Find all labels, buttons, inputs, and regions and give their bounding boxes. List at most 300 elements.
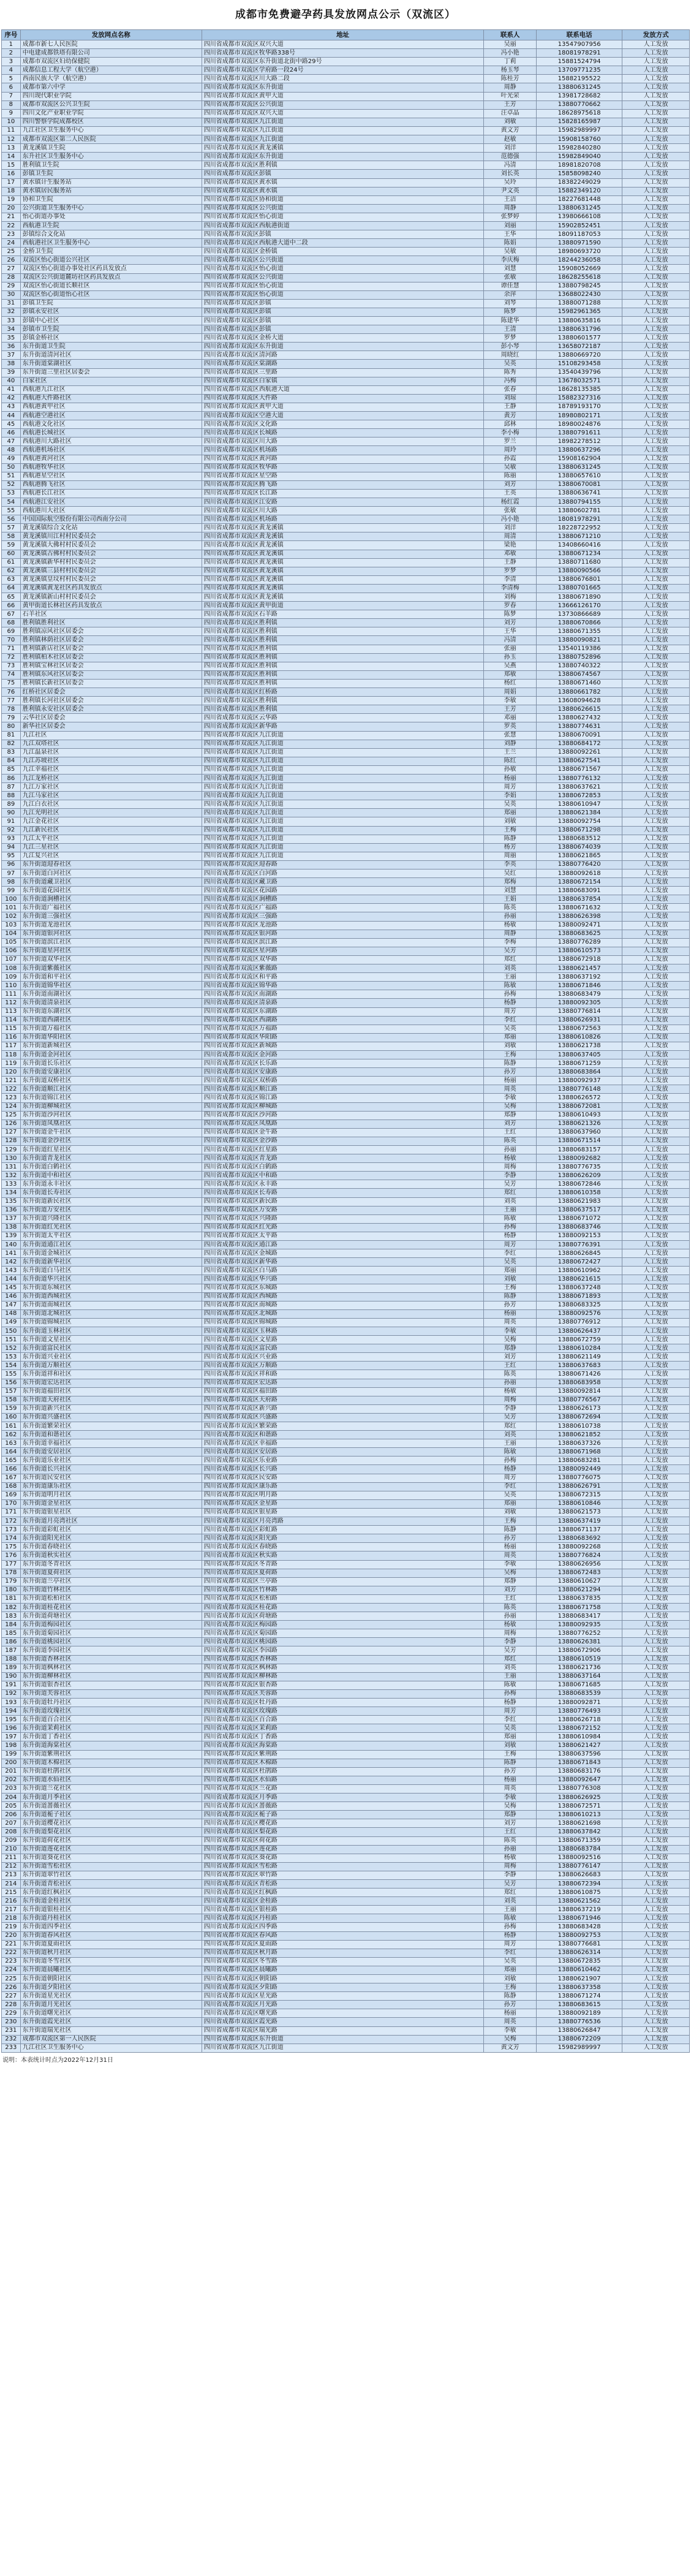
table-row bbox=[2, 1577, 690, 1586]
point-address: 四川省成都市双流区清泉路 bbox=[202, 999, 484, 1007]
contact-phone: 13880621326 bbox=[536, 1119, 622, 1128]
contact-person: 孙丽 bbox=[484, 1845, 537, 1854]
point-name: 四川文化产业职业学院 bbox=[20, 109, 202, 118]
distribution-method: 人工发放 bbox=[622, 1621, 690, 1629]
contact-person: 李红 bbox=[484, 1949, 537, 1957]
point-address: 四川省成都市双流区九江街道 bbox=[202, 740, 484, 748]
distribution-method: 人工发放 bbox=[622, 273, 690, 282]
table-row bbox=[2, 1119, 690, 1128]
table-row bbox=[2, 308, 690, 316]
row-number: 225 bbox=[2, 1975, 21, 1983]
header-contact: 联系人 bbox=[484, 30, 537, 40]
point-name: 东升街道广福社区 bbox=[20, 904, 202, 912]
contact-phone: 13880621738 bbox=[536, 1042, 622, 1050]
point-name: 东升街道晨曦社区 bbox=[20, 1966, 202, 1974]
row-number: 22 bbox=[2, 221, 21, 230]
contact-phone: 13880776912 bbox=[536, 1318, 622, 1327]
point-address: 四川省成都市双流区九江街道 bbox=[202, 783, 484, 792]
row-number: 116 bbox=[2, 1033, 21, 1042]
row-number: 37 bbox=[2, 351, 21, 360]
distribution-method: 人工发放 bbox=[622, 1879, 690, 1888]
point-address: 四川省成都市双流区夏雨路 bbox=[202, 1940, 484, 1949]
table-row bbox=[2, 1059, 690, 1068]
table-row bbox=[2, 895, 690, 904]
distribution-method: 人工发放 bbox=[622, 1362, 690, 1370]
table-row bbox=[2, 213, 690, 221]
point-address: 四川省成都市双流区新华路 bbox=[202, 1258, 484, 1267]
point-name: 东升街道杏林社区 bbox=[20, 1655, 202, 1664]
table-row bbox=[2, 1370, 690, 1379]
contact-person: 李庆梅 bbox=[484, 256, 537, 265]
point-name: 东升街道星河社区 bbox=[20, 947, 202, 955]
distribution-method: 人工发放 bbox=[622, 1284, 690, 1292]
row-number: 120 bbox=[2, 1068, 21, 1077]
point-address: 四川省成都市双流区海棠路 bbox=[202, 1741, 484, 1750]
table-row bbox=[2, 438, 690, 446]
row-number: 151 bbox=[2, 1336, 21, 1344]
table-row bbox=[2, 1621, 690, 1629]
contact-person: 尹文英 bbox=[484, 187, 537, 195]
contact-person: 陈英 bbox=[484, 1603, 537, 1612]
contact-person: 王丽 bbox=[484, 1906, 537, 1914]
row-number: 131 bbox=[2, 1163, 21, 1172]
distribution-method: 人工发放 bbox=[622, 1499, 690, 1508]
point-name: 东升街道通江社区 bbox=[20, 1241, 202, 1249]
distribution-method: 人工发放 bbox=[622, 351, 690, 360]
row-number: 104 bbox=[2, 930, 21, 938]
table-row bbox=[2, 705, 690, 714]
point-address: 四川省成都市双流区万安路 bbox=[202, 1206, 484, 1214]
contact-phone: 13880626209 bbox=[536, 1172, 622, 1180]
table-row bbox=[2, 1214, 690, 1223]
point-address: 四川省成都市双流区胜利镇 bbox=[202, 653, 484, 662]
contact-phone: 13880610875 bbox=[536, 1888, 622, 1897]
contact-phone: 13880637296 bbox=[536, 446, 622, 455]
contact-person: 王梅 bbox=[484, 826, 537, 835]
contact-person: 郑红 bbox=[484, 1422, 537, 1431]
point-name: 九江马家社区 bbox=[20, 792, 202, 800]
point-name: 九江光明社区 bbox=[20, 809, 202, 817]
point-address: 四川省成都市双流区胜利镇 bbox=[202, 161, 484, 170]
distribution-method: 人工发放 bbox=[622, 1940, 690, 1949]
point-address: 四川省成都市双流区星河路 bbox=[202, 947, 484, 955]
point-address: 四川省成都市双流区红枫路 bbox=[202, 1888, 484, 1897]
point-address: 四川省成都市双流区胜利镇 bbox=[202, 662, 484, 670]
row-number: 197 bbox=[2, 1733, 21, 1741]
table-row bbox=[2, 869, 690, 878]
row-number: 183 bbox=[2, 1612, 21, 1621]
contact-phone: 13880672394 bbox=[536, 1879, 622, 1888]
point-address: 四川省成都市双流区夏荷路 bbox=[202, 1569, 484, 1577]
contact-phone: 13608094628 bbox=[536, 697, 622, 705]
distribution-method: 人工发放 bbox=[622, 1344, 690, 1353]
contact-phone: 13880683864 bbox=[536, 1068, 622, 1077]
row-number: 201 bbox=[2, 1767, 21, 1776]
point-address: 四川省成都市双流区春晓路 bbox=[202, 1543, 484, 1551]
contact-person: 李敏 bbox=[484, 1094, 537, 1102]
distribution-method: 人工发放 bbox=[622, 1275, 690, 1284]
distribution-method: 人工发放 bbox=[622, 455, 690, 463]
distribution-method: 人工发放 bbox=[622, 1474, 690, 1482]
contact-person: 陈英 bbox=[484, 1137, 537, 1145]
table-row bbox=[2, 532, 690, 541]
distribution-method: 人工发放 bbox=[622, 740, 690, 748]
table-row bbox=[2, 282, 690, 290]
distribution-method: 人工发放 bbox=[622, 1836, 690, 1845]
point-name: 东升街道霞光社区 bbox=[20, 2018, 202, 2026]
point-address: 四川省成都市双流区长乐路 bbox=[202, 1059, 484, 1068]
table-row bbox=[2, 757, 690, 765]
table-row bbox=[2, 472, 690, 480]
contact-person: 刘洋 bbox=[484, 144, 537, 153]
row-number: 112 bbox=[2, 999, 21, 1007]
contact-phone: 13880752896 bbox=[536, 653, 622, 662]
point-name: 西航港大件路社区 bbox=[20, 394, 202, 403]
contact-phone: 13880631245 bbox=[536, 204, 622, 213]
row-number: 105 bbox=[2, 938, 21, 947]
distribution-method: 人工发放 bbox=[622, 1862, 690, 1871]
point-name: 东升街道金沙社区 bbox=[20, 1137, 202, 1145]
table-row bbox=[2, 1940, 690, 1949]
distribution-method: 人工发放 bbox=[622, 1457, 690, 1465]
row-number: 110 bbox=[2, 982, 21, 990]
contact-phone: 13880071288 bbox=[536, 299, 622, 308]
point-address: 四川省成都市双流区长城路 bbox=[202, 429, 484, 438]
point-name: 东升街道百合社区 bbox=[20, 1716, 202, 1724]
point-name: 双流区怡心街道怡心社区 bbox=[20, 290, 202, 299]
point-address: 四川省成都市双流区丹桂路 bbox=[202, 1914, 484, 1923]
table-row bbox=[2, 1966, 690, 1974]
distribution-method: 人工发放 bbox=[622, 100, 690, 109]
point-address: 四川省成都市双流区九江街道 bbox=[202, 835, 484, 843]
point-name: 东升街道顺江社区 bbox=[20, 1085, 202, 1094]
contact-phone: 13880683428 bbox=[536, 1923, 622, 1931]
point-address: 四川省成都市双流区金沙路 bbox=[202, 1137, 484, 1145]
point-address: 四川省成都市双流区枫林路 bbox=[202, 1664, 484, 1672]
table-row bbox=[2, 317, 690, 325]
contact-person: 吴英 bbox=[484, 1025, 537, 1033]
contact-phone: 13880092576 bbox=[536, 1309, 622, 1318]
point-name: 中国国际航空股份有限公司西南分公司 bbox=[20, 515, 202, 524]
distribution-method: 人工发放 bbox=[622, 1189, 690, 1197]
point-address: 四川省成都市双流区东升街道 bbox=[202, 153, 484, 161]
point-address: 四川省成都市双流区公兴街道 bbox=[202, 256, 484, 265]
contact-person: 刘芳 bbox=[484, 480, 537, 489]
table-row bbox=[2, 1517, 690, 1526]
contact-person: 陈秀 bbox=[484, 368, 537, 377]
contact-person: 周清 bbox=[484, 532, 537, 541]
table-row bbox=[2, 1594, 690, 1603]
distribution-method: 人工发放 bbox=[622, 1888, 690, 1897]
contact-person: 郑丽 bbox=[484, 809, 537, 817]
point-address: 四川省成都市双流区华阳路 bbox=[202, 1033, 484, 1042]
contact-phone: 13880621698 bbox=[536, 1819, 622, 1828]
row-number: 207 bbox=[2, 1819, 21, 1828]
point-name: 东升街道荷塘社区 bbox=[20, 1612, 202, 1621]
point-address: 四川省成都市双流区红桥路 bbox=[202, 688, 484, 697]
distribution-method: 人工发放 bbox=[622, 904, 690, 912]
contact-person: 李英 bbox=[484, 860, 537, 869]
distribution-method: 人工发放 bbox=[622, 489, 690, 498]
row-number: 169 bbox=[2, 1491, 21, 1499]
table-row bbox=[2, 420, 690, 429]
point-name: 东升街道锦城社区 bbox=[20, 1318, 202, 1327]
contact-person: 刘芳 bbox=[484, 619, 537, 627]
point-address: 四川省成都市双流区新城路 bbox=[202, 1042, 484, 1050]
point-address: 四川省成都市双流区白河路 bbox=[202, 869, 484, 878]
contact-phone: 13880671632 bbox=[536, 904, 622, 912]
contact-phone: 13709771235 bbox=[536, 66, 622, 75]
contact-person: 周芳 bbox=[484, 1474, 537, 1482]
contact-phone: 13880683512 bbox=[536, 835, 622, 843]
contact-person: 刘丽 bbox=[484, 221, 537, 230]
distribution-method: 人工发放 bbox=[622, 1914, 690, 1923]
row-number: 222 bbox=[2, 1949, 21, 1957]
contact-person: 陈娟 bbox=[484, 239, 537, 248]
contact-phone: 13880092753 bbox=[536, 1931, 622, 1940]
table-row bbox=[2, 1275, 690, 1284]
contact-person: 郑静 bbox=[484, 1344, 537, 1353]
distribution-method: 人工发放 bbox=[622, 360, 690, 368]
point-name: 九江幸福社区 bbox=[20, 765, 202, 774]
row-number: 48 bbox=[2, 446, 21, 455]
row-number: 165 bbox=[2, 1457, 21, 1465]
distribution-method: 人工发放 bbox=[622, 472, 690, 480]
point-address: 四川省成都市双流区黄水镇 bbox=[202, 178, 484, 187]
row-number: 130 bbox=[2, 1154, 21, 1163]
distribution-method: 人工发放 bbox=[622, 938, 690, 947]
row-number: 7 bbox=[2, 92, 21, 100]
contact-person: 李敏 bbox=[484, 1560, 537, 1569]
table-row bbox=[2, 334, 690, 343]
table-row bbox=[2, 1906, 690, 1914]
contact-phone: 13880671298 bbox=[536, 826, 622, 835]
point-name: 东升社区卫生服务中心 bbox=[20, 153, 202, 161]
row-number: 119 bbox=[2, 1059, 21, 1068]
table-row bbox=[2, 774, 690, 782]
row-number: 155 bbox=[2, 1370, 21, 1379]
distribution-method: 人工发放 bbox=[622, 731, 690, 740]
contact-person: 刘芳 bbox=[484, 1819, 537, 1828]
contact-phone: 18789193170 bbox=[536, 403, 622, 411]
row-number: 63 bbox=[2, 575, 21, 584]
row-number: 124 bbox=[2, 1102, 21, 1111]
point-address: 四川省成都市双流区松柏路 bbox=[202, 1594, 484, 1603]
contact-person: 陈英 bbox=[484, 1836, 537, 1845]
distribution-method: 人工发放 bbox=[622, 420, 690, 429]
row-number: 233 bbox=[2, 2044, 21, 2052]
contact-phone: 13880672427 bbox=[536, 1258, 622, 1267]
table-row bbox=[2, 1499, 690, 1508]
contact-phone: 18091187053 bbox=[536, 230, 622, 239]
point-address: 四川省成都市双流区黄龙溪镇 bbox=[202, 558, 484, 567]
table-row bbox=[2, 679, 690, 688]
contact-phone: 13880672694 bbox=[536, 1413, 622, 1422]
row-number: 35 bbox=[2, 334, 21, 343]
point-address: 四川省成都市双流区双华路 bbox=[202, 955, 484, 964]
row-number: 152 bbox=[2, 1344, 21, 1353]
distribution-method: 人工发放 bbox=[622, 705, 690, 714]
distribution-method: 人工发放 bbox=[622, 1249, 690, 1258]
row-number: 128 bbox=[2, 1137, 21, 1145]
contact-phone: 13547907956 bbox=[536, 40, 622, 49]
contact-person: 孙玉 bbox=[484, 653, 537, 662]
distribution-method: 人工发放 bbox=[622, 1267, 690, 1275]
row-number: 92 bbox=[2, 826, 21, 835]
row-number: 113 bbox=[2, 1007, 21, 1016]
row-number: 138 bbox=[2, 1223, 21, 1232]
point-name: 黄甲街道长林社区药具发放点 bbox=[20, 602, 202, 610]
table-row bbox=[2, 567, 690, 575]
contact-person: 李红 bbox=[484, 1249, 537, 1258]
point-address: 四川省成都市双流区梨花路 bbox=[202, 1828, 484, 1836]
distribution-method: 人工发放 bbox=[622, 1172, 690, 1180]
point-address: 四川省成都市双流区东升街道 bbox=[202, 83, 484, 92]
contact-person: 刘梅 bbox=[484, 593, 537, 602]
point-address: 四川省成都市双流区西湖路 bbox=[202, 1016, 484, 1025]
row-number: 148 bbox=[2, 1309, 21, 1318]
distribution-method: 人工发放 bbox=[622, 1629, 690, 1638]
distribution-method: 人工发放 bbox=[622, 412, 690, 420]
distribution-method: 人工发放 bbox=[622, 1111, 690, 1119]
point-name: 九江太平社区 bbox=[20, 835, 202, 843]
point-address: 四川省成都市双流区西航港街道 bbox=[202, 221, 484, 230]
contact-person: 吴英 bbox=[484, 1724, 537, 1733]
distribution-method: 人工发放 bbox=[622, 343, 690, 351]
contact-person: 陈桂芳 bbox=[484, 75, 537, 83]
point-name: 东升街道星光社区 bbox=[20, 1992, 202, 2001]
contact-phone: 13880671072 bbox=[536, 1214, 622, 1223]
table-row bbox=[2, 930, 690, 938]
point-name: 东升街道太平社区 bbox=[20, 1232, 202, 1240]
contact-phone: 13880672209 bbox=[536, 2035, 622, 2044]
contact-person: 杨红 bbox=[484, 679, 537, 688]
row-number: 100 bbox=[2, 895, 21, 904]
point-name: 胜利镇新店社区居委会 bbox=[20, 645, 202, 653]
point-name: 东升街道桃园社区 bbox=[20, 1638, 202, 1646]
table-row bbox=[2, 1750, 690, 1759]
row-number: 188 bbox=[2, 1655, 21, 1664]
row-number: 86 bbox=[2, 774, 21, 782]
point-name: 黄龙溪镇黄龙社区药具发放点 bbox=[20, 584, 202, 593]
row-number: 45 bbox=[2, 420, 21, 429]
row-number: 71 bbox=[2, 645, 21, 653]
contact-phone: 13880776148 bbox=[536, 1085, 622, 1094]
distribution-method: 人工发放 bbox=[622, 463, 690, 472]
row-number: 69 bbox=[2, 627, 21, 636]
contact-person: 丁莉 bbox=[484, 58, 537, 66]
point-name: 东升街道金星社区 bbox=[20, 1499, 202, 1508]
contact-phone: 13880626683 bbox=[536, 1871, 622, 1879]
row-number: 139 bbox=[2, 1232, 21, 1240]
distribution-method: 人工发放 bbox=[622, 982, 690, 990]
table-row bbox=[2, 58, 690, 66]
distribution-method: 人工发放 bbox=[622, 1897, 690, 1906]
distribution-method: 人工发放 bbox=[622, 213, 690, 221]
contact-person: 李敏 bbox=[484, 697, 537, 705]
row-number: 184 bbox=[2, 1621, 21, 1629]
table-row bbox=[2, 973, 690, 982]
distribution-method: 人工发放 bbox=[622, 1508, 690, 1517]
point-name: 东升街道牡丹社区 bbox=[20, 1699, 202, 1707]
point-address: 四川省成都市双流区彭镇 bbox=[202, 317, 484, 325]
row-number: 41 bbox=[2, 385, 21, 394]
row-number: 65 bbox=[2, 593, 21, 602]
contact-person: 周娟 bbox=[484, 688, 537, 697]
point-address: 四川省成都市双流区西城路 bbox=[202, 1292, 484, 1301]
table-row bbox=[2, 1404, 690, 1413]
point-name: 彭镇卫生院 bbox=[20, 299, 202, 308]
row-number: 66 bbox=[2, 602, 21, 610]
table-row bbox=[2, 360, 690, 368]
header-method: 发放方式 bbox=[622, 30, 690, 40]
point-name: 东升街道金河社区 bbox=[20, 1050, 202, 1059]
distribution-method: 人工发放 bbox=[622, 1077, 690, 1085]
row-number: 228 bbox=[2, 2001, 21, 2009]
contact-phone: 13880626925 bbox=[536, 1794, 622, 1802]
point-name: 东升街道杜鹃社区 bbox=[20, 1767, 202, 1776]
contact-phone: 13880671259 bbox=[536, 1059, 622, 1068]
contact-person: 孙丽 bbox=[484, 1146, 537, 1154]
contact-phone: 13880092682 bbox=[536, 1154, 622, 1163]
distribution-method: 人工发放 bbox=[622, 1258, 690, 1267]
row-number: 137 bbox=[2, 1214, 21, 1223]
row-number: 19 bbox=[2, 195, 21, 204]
point-address: 四川省成都市双流区青松路 bbox=[202, 1879, 484, 1888]
distribution-method: 人工发放 bbox=[622, 1603, 690, 1612]
contact-person: 郑红 bbox=[484, 1655, 537, 1664]
contact-person: 刘洋 bbox=[484, 524, 537, 532]
point-address: 四川省成都市双流区春风路 bbox=[202, 1931, 484, 1940]
table-row bbox=[2, 1102, 690, 1111]
contact-person: 王梅 bbox=[484, 1517, 537, 1526]
table-row bbox=[2, 610, 690, 619]
point-name: 西航港牧华社区 bbox=[20, 463, 202, 472]
table-row bbox=[2, 343, 690, 351]
distribution-method: 人工发放 bbox=[622, 1750, 690, 1759]
point-name: 九江社区卫生服务中心 bbox=[20, 126, 202, 135]
contact-phone: 13880683281 bbox=[536, 1457, 622, 1465]
point-name: 九江苏坡社区 bbox=[20, 757, 202, 765]
table-row bbox=[2, 1655, 690, 1664]
point-address: 四川省成都市双流区龙池路 bbox=[202, 921, 484, 930]
contact-person: 王丽 bbox=[484, 973, 537, 982]
point-name: 东升街道紫荆社区 bbox=[20, 1750, 202, 1759]
point-name: 九江金花社区 bbox=[20, 817, 202, 826]
contact-person: 吴红 bbox=[484, 869, 537, 878]
point-name: 东升街道繁荣社区 bbox=[20, 1422, 202, 1431]
contact-phone: 13880626398 bbox=[536, 912, 622, 921]
distribution-method: 人工发放 bbox=[622, 1102, 690, 1111]
table-row bbox=[2, 446, 690, 455]
distribution-method: 人工发放 bbox=[622, 75, 690, 83]
table-row bbox=[2, 800, 690, 809]
point-name: 九江白衣社区 bbox=[20, 800, 202, 809]
row-number: 57 bbox=[2, 524, 21, 532]
contact-person: 周丽 bbox=[484, 852, 537, 860]
point-name: 九江万家社区 bbox=[20, 783, 202, 792]
row-number: 25 bbox=[2, 248, 21, 256]
point-name: 东升街道兴业社区 bbox=[20, 1353, 202, 1362]
contact-phone: 15881524794 bbox=[536, 58, 622, 66]
contact-phone: 13880684172 bbox=[536, 740, 622, 748]
distribution-method: 人工发放 bbox=[622, 610, 690, 619]
point-address: 四川省成都市双流区黄河路 bbox=[202, 455, 484, 463]
point-name: 东升街道新民社区 bbox=[20, 1197, 202, 1206]
contact-person: 王红 bbox=[484, 1828, 537, 1836]
distribution-method: 人工发放 bbox=[622, 541, 690, 550]
header-phone: 联系电话 bbox=[536, 30, 622, 40]
